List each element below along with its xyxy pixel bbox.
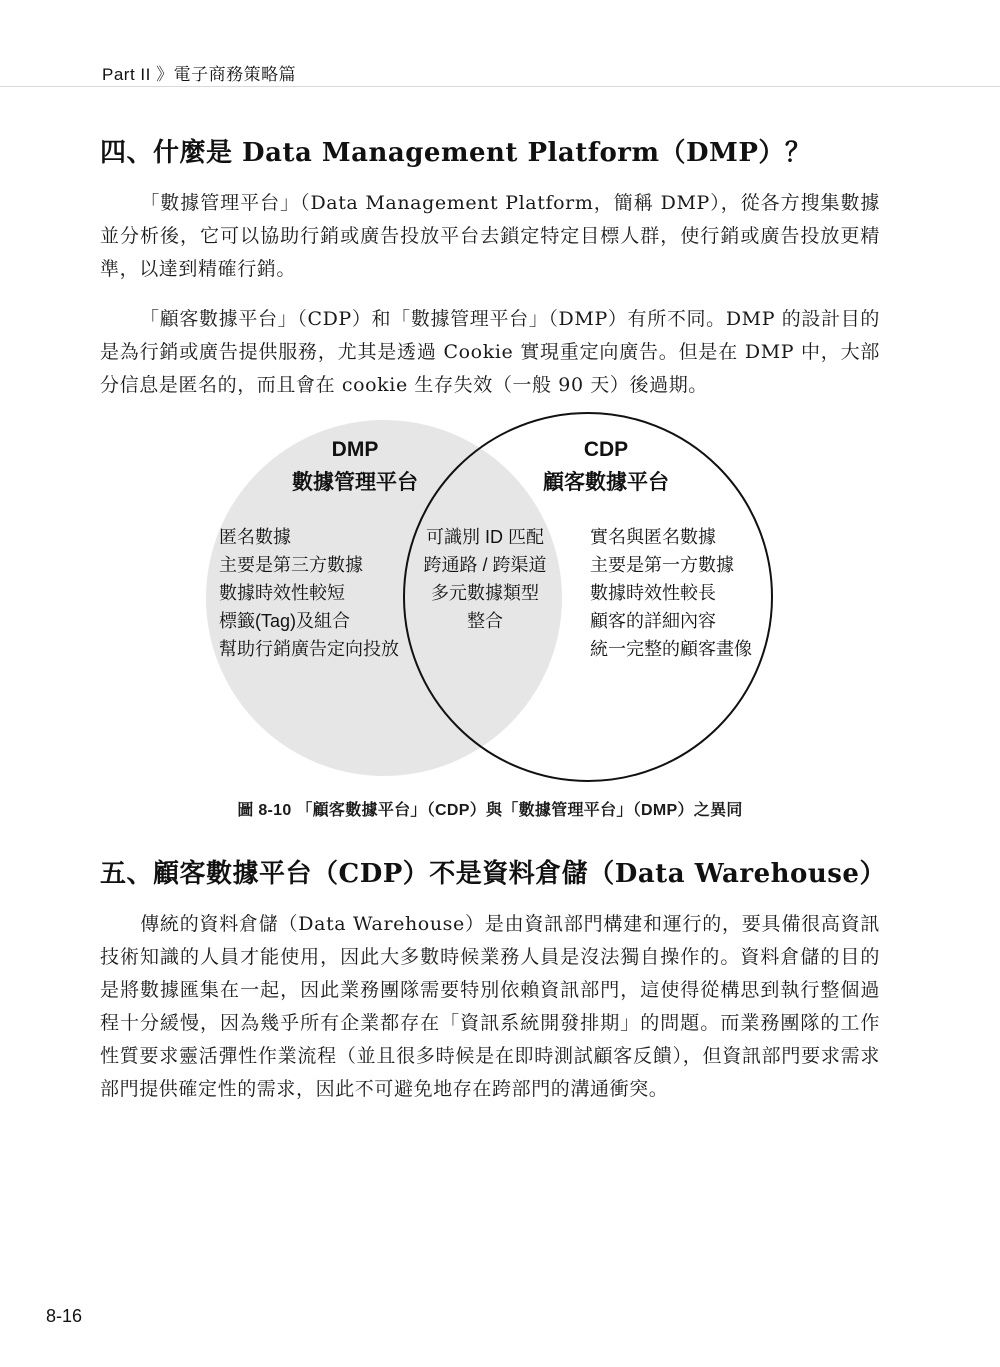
overlap-item: 整合	[467, 611, 503, 631]
section-title-data-warehouse: 五、顧客數據平台（CDP）不是資料倉儲（Data Warehouse）	[100, 859, 886, 889]
cdp-item: 主要是第一方數據	[590, 555, 734, 575]
venn-diagram	[0, 405, 1000, 785]
dmp-heading: DMP	[331, 438, 379, 461]
section-title-dmp: 四、什麼是 Data Management Platform（DMP）？	[100, 138, 812, 168]
dmp-item: 主要是第三方數據	[219, 555, 363, 575]
dmp-item: 匿名數據	[219, 527, 291, 547]
paragraph-text: 「顧客數據平台」（CDP）和「數據管理平台」（DMP）有所不同。DMP 的設計目的是為行銷或廣告提供服務，尤其是透過 Cookie 實現重定向廣告。但是在 DMP 中，大部分信息是匿名的，而且會在 cookie 生存失效（一般 90 天）後過期。	[100, 308, 880, 396]
paragraph-text: 傳統的資料倉儲（Data Warehouse）是由資訊部門構建和運行的，要具備很高資訊技術知識的人員才能使用，因此大多數時候業務人員是沒法獨自操作的。資料倉儲的目的是將數據匯集在一起，因此業務團隊需要特別依賴資訊部門，這使得從構思到執行整個過程十分緩慢，因為幾乎所有企業都存在「資訊系統開發排期」的問題。而業務團隊的工作性質要求靈活彈性作業流程（並且很多時候是在即時測試顧客反饋），但資訊部門要求需求部門提供確定性的需求，因此不可避免地存在跨部門的溝通衝突。	[100, 913, 880, 1100]
paragraph-dmp-definition	[100, 187, 880, 286]
header-divider	[0, 86, 1000, 87]
overlap-item: 可識別 ID 匹配	[425, 527, 545, 547]
page-number: 8-16	[46, 1306, 83, 1326]
dmp-item: 數據時效性較短	[219, 583, 345, 603]
cdp-item: 數據時效性較長	[590, 583, 716, 603]
dmp-item: 標籤(Tag)及組合	[219, 611, 351, 631]
cdp-item: 實名與匿名數據	[590, 527, 716, 547]
overlap-item: 多元數據類型	[431, 583, 539, 603]
paragraph-cdp-vs-dmp	[100, 303, 880, 402]
cdp-item: 統一完整的顧客畫像	[590, 639, 752, 659]
paragraph-text: 「數據管理平台」（Data Management Platform，簡稱 DMP），從各方搜集數據並分析後，它可以協助行銷或廣告投放平台去鎖定特定目標人群，使行銷或廣告投放更精準，以達到精確行銷。	[100, 192, 880, 280]
overlap-item: 跨通路 / 跨渠道	[423, 555, 547, 575]
figure-caption: 圖 8-10 「顧客數據平台」（CDP）與「數據管理平台」（DMP）之異同	[237, 802, 743, 819]
cdp-item: 顧客的詳細內容	[590, 611, 716, 631]
running-header: Part II 》電子商務策略篇	[102, 65, 297, 84]
dmp-item: 幫助行銷廣告定向投放	[219, 639, 399, 659]
paragraph-data-warehouse	[100, 908, 880, 1106]
cdp-heading: CDP	[583, 438, 629, 461]
dmp-subheading: 數據管理平台	[292, 471, 418, 494]
cdp-subheading: 顧客數據平台	[543, 471, 669, 494]
